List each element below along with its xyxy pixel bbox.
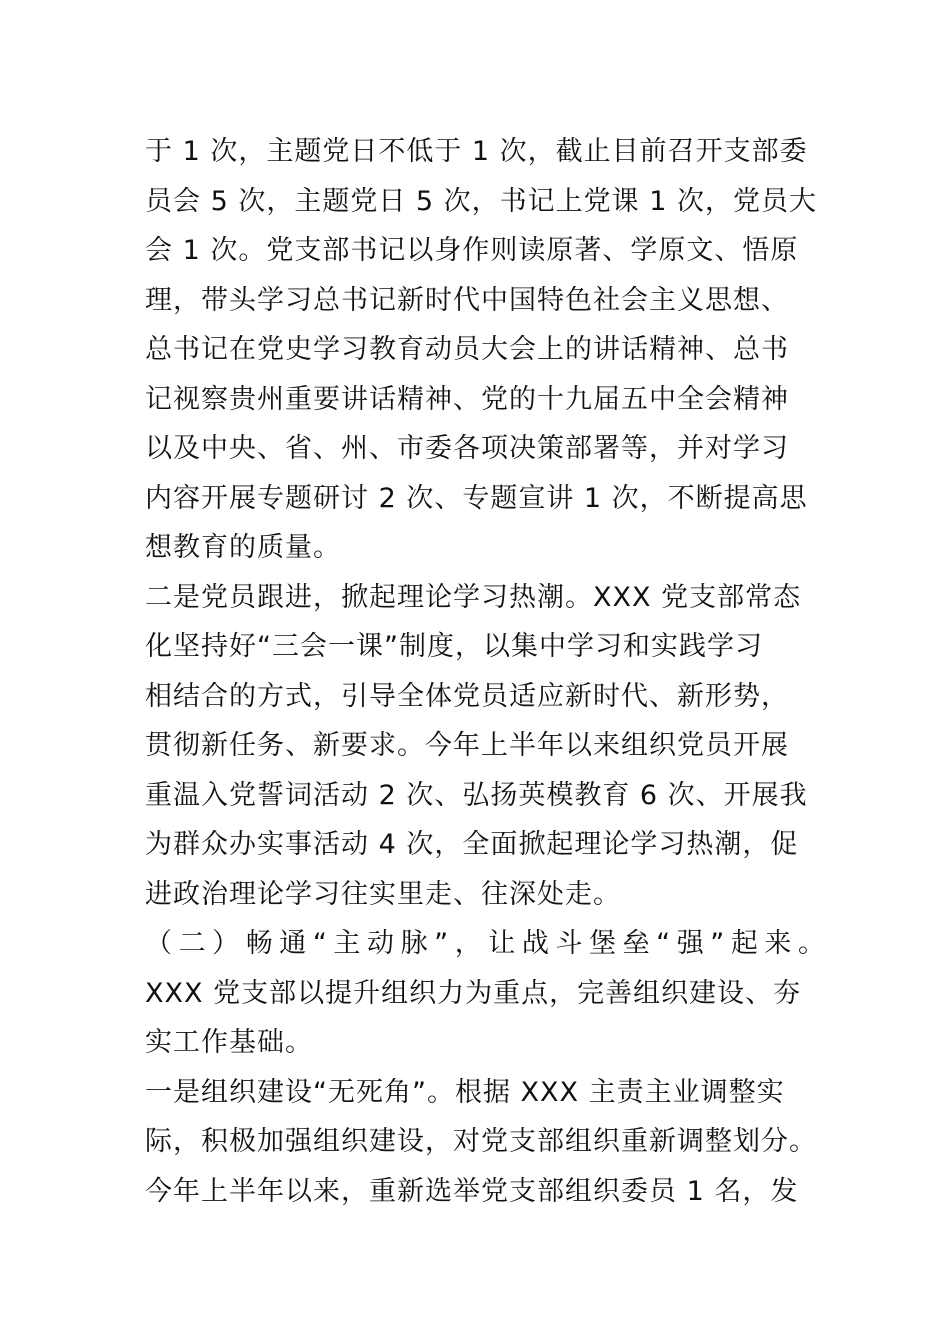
text-line: 化坚持好“三会一课”制度，以集中学习和实践学习	[145, 631, 763, 662]
text-line: 内容开展专题研讨 2 次、专题宣讲 1 次，不断提高思	[145, 482, 808, 514]
text-line: 记视察贵州重要讲话精神、党的十九届五中全会精神	[145, 383, 789, 415]
text-line: 重温入党誓词活动 2 次、弘扬英模教育 6 次、开展我	[145, 779, 808, 811]
text-line: 以及中央、省、州、市委各项决策部署等，并对学习	[145, 433, 789, 464]
text-line: 总书记在党史学习教育动员大会上的讲话精神、总书	[145, 334, 789, 365]
text-line: 实工作基础。	[145, 1027, 313, 1058]
text-line: 际，积极加强组织建设，对党支部组织重新调整划分。	[145, 1126, 817, 1157]
text-line: XXX 党支部以提升组织力为重点，完善组织建设、夯	[145, 977, 802, 1009]
text-line: 员会 5 次，主题党日 5 次，书记上党课 1 次，党员大	[145, 185, 818, 217]
text-line: 今年上半年以来，重新选举党支部组织委员 1 名，发	[145, 1175, 799, 1207]
text-line: 理，带头学习总书记新时代中国特色社会主义思想、	[145, 284, 789, 316]
section-heading: （二）畅通“主动脉”，让战斗堡垒“强”起来。	[145, 928, 825, 959]
text-line: 于 1 次，主题党日不低于 1 次，截止目前召开支部委	[145, 136, 808, 167]
text-line: 进政治理论学习往实里走、往深处走。	[145, 878, 621, 910]
text-line: 二是党员跟进，掀起理论学习热潮。XXX 党支部常态	[145, 581, 802, 613]
text-line: 想教育的质量。	[145, 532, 341, 563]
text-line: 会 1 次。党支部书记以身作则读原著、学原文、悟原	[145, 235, 799, 266]
text-line: 贯彻新任务、新要求。今年上半年以来组织党员开展	[145, 730, 789, 761]
text-line: 一是组织建设“无死角”。根据 XXX 主责主业调整实	[145, 1076, 785, 1108]
document-body	[145, 127, 825, 1216]
text-line: 相结合的方式，引导全体党员适应新时代、新形势，	[145, 680, 789, 712]
text-line: 为群众办实事活动 4 次，全面掀起理论学习热潮，促	[145, 829, 799, 860]
